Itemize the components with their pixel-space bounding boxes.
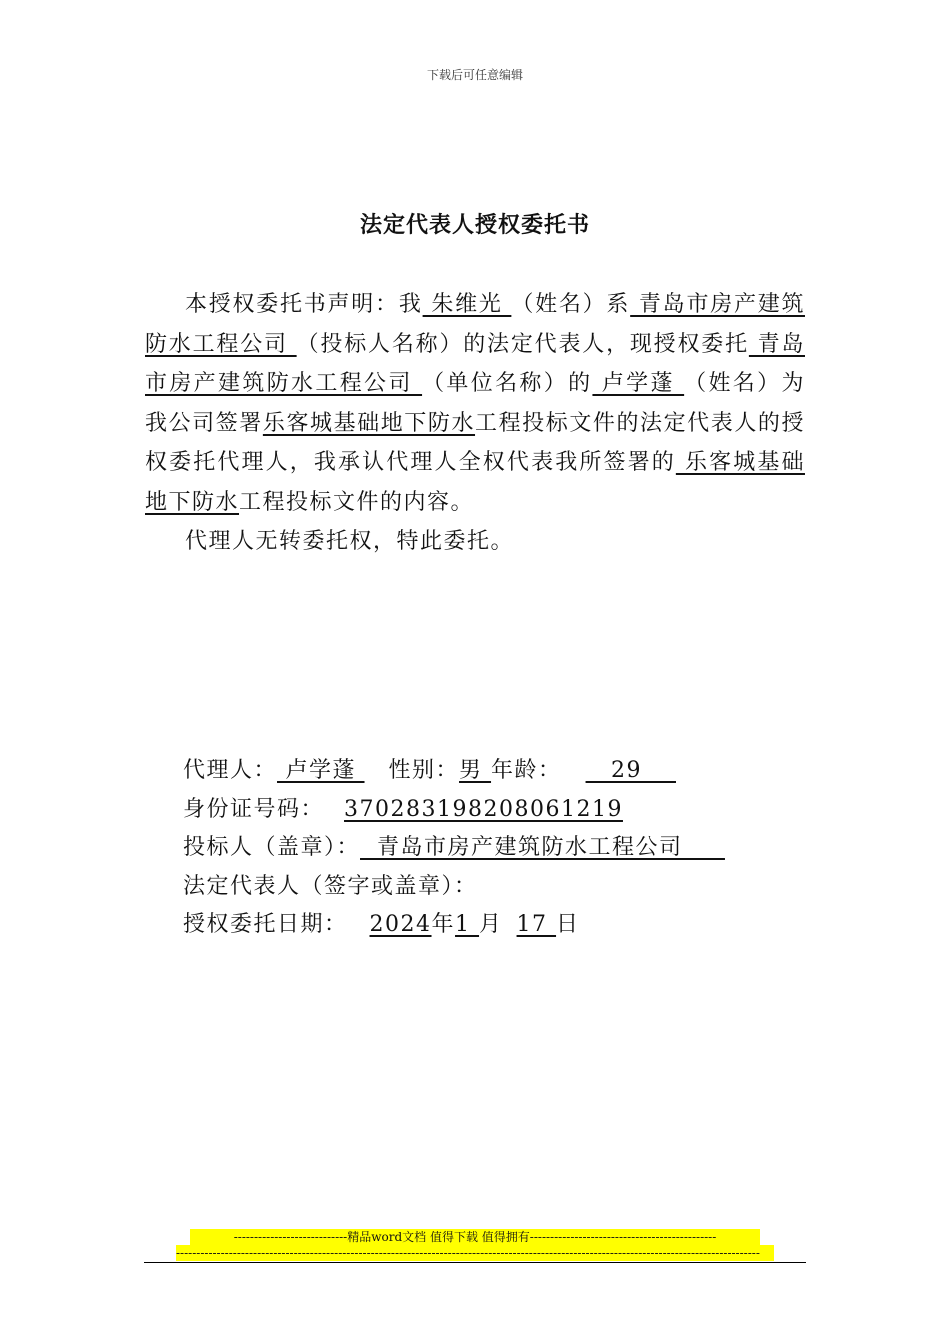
- bidder-label: 投标人（盖章）：: [183, 835, 361, 860]
- day-value: 17: [516, 912, 557, 937]
- agent-name: 卢学蓬: [592, 371, 685, 396]
- date-label: 授权委托日期：: [183, 912, 348, 937]
- agent-info-block: [183, 752, 725, 945]
- footer-dashes: ------------------------------------------------------------------------------------------------------------------------------------------------: [176, 1245, 774, 1261]
- age-label: 年龄：: [491, 758, 562, 783]
- project-name: 乐客城基础地下防水: [145, 450, 805, 515]
- bidder-line: [183, 829, 725, 868]
- gender-value: 男: [459, 758, 492, 783]
- document-body: [145, 285, 805, 562]
- age-value: 29: [585, 758, 676, 783]
- agent-line: [183, 752, 725, 791]
- bidder-name: 青岛市房产建筑防水工程公司: [145, 292, 805, 357]
- grantor-name: 朱维光: [422, 292, 512, 317]
- footer-rule: [144, 1262, 806, 1263]
- unit-name: 青岛市房产建筑防水工程公司: [145, 331, 805, 396]
- id-value: 370283198208061219: [344, 796, 623, 822]
- project-name: 乐客城基础地下防水: [262, 410, 476, 436]
- declaration-text: （姓名）为我公司签署: [145, 371, 805, 436]
- id-label: 身份证号码：: [183, 796, 325, 822]
- month-unit: 月: [479, 912, 503, 937]
- agent-value: 卢学蓬: [277, 758, 365, 783]
- header-note: 下载后可任意编辑: [426, 68, 523, 82]
- declaration-paragraph: [145, 285, 805, 522]
- document-title: 法定代表人授权委托书: [359, 213, 590, 238]
- year-unit: 年: [431, 912, 456, 937]
- year-value: 2024: [369, 912, 432, 937]
- day-unit: 日: [556, 912, 580, 937]
- gender-label: 性别：: [388, 758, 460, 783]
- legal-rep-line: 法定代表人（签字或盖章）：: [183, 873, 478, 899]
- date-line: [183, 906, 725, 945]
- id-line: [183, 791, 725, 830]
- declaration-text: （投标人名称）的法定代表人，现授权委托: [296, 331, 749, 357]
- declaration-text: （单位名称）的: [422, 371, 593, 396]
- bidder-value: 青岛市房产建筑防水工程公司: [360, 835, 725, 860]
- declaration-text: 工程投标文件的内容。: [239, 489, 475, 515]
- no-transfer-paragraph: 代理人无转委托权，特此委托。: [185, 529, 515, 554]
- declaration-text: （姓名）系: [511, 292, 631, 317]
- declaration-text: 本授权委托书声明：我: [185, 292, 423, 317]
- declaration-text: 工程投标文件的法定代表人的授权委托代理人，我承认代理人全权代表我所签署的: [145, 410, 805, 475]
- month-value: 1: [455, 912, 480, 937]
- agent-label: 代理人：: [183, 758, 278, 783]
- footer-banner: ----------------------------精品word文档 值得下载 值得拥有----------------------------------------------: [190, 1229, 760, 1245]
